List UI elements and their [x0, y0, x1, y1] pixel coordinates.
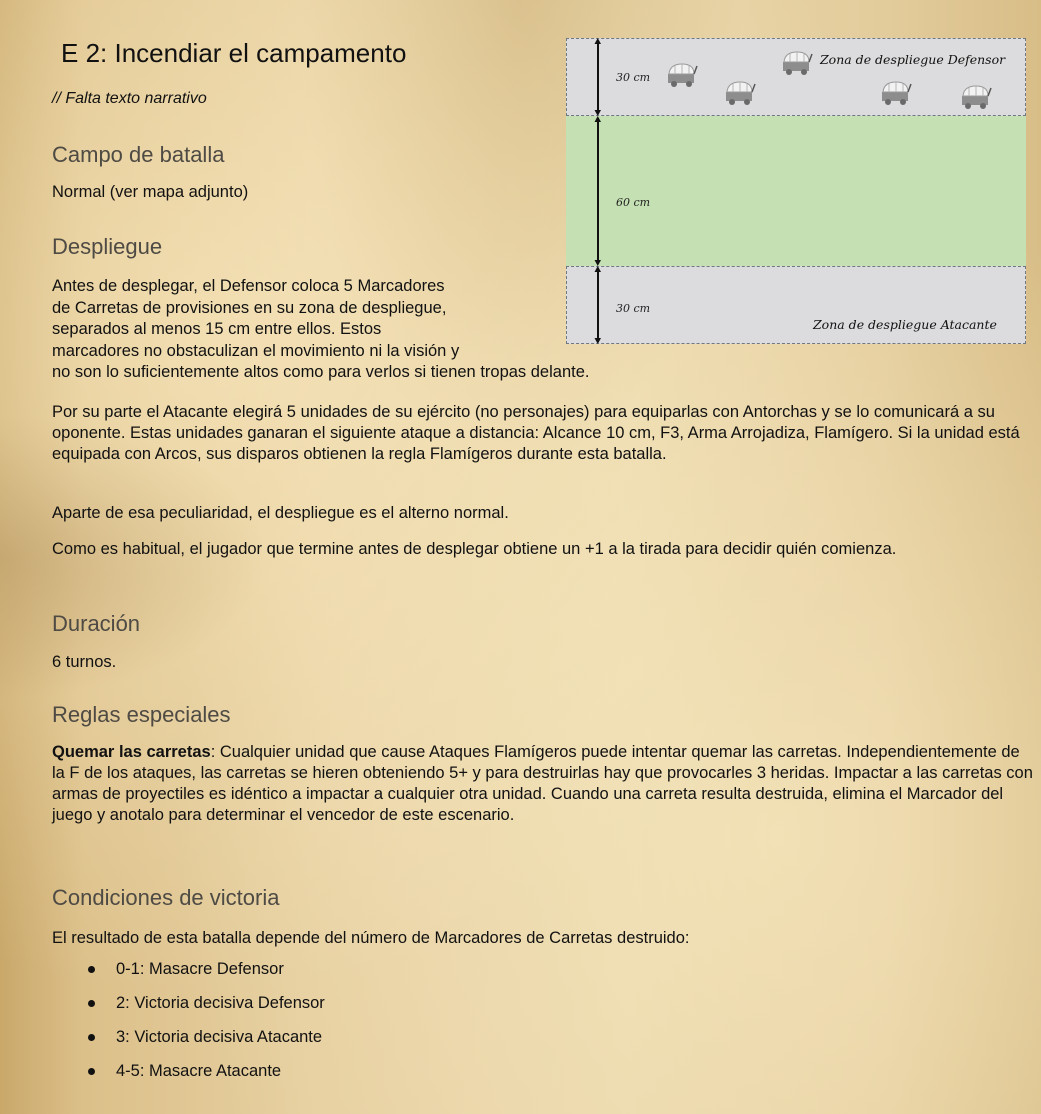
list-item: [86, 1026, 325, 1060]
narrative-note: // Falta texto narrativo: [52, 90, 207, 107]
list-item: [86, 958, 325, 992]
bullet-icon: [88, 1068, 95, 1075]
bullet-icon: [88, 1034, 95, 1041]
text-line: de Carretas de provisiones en su zona de despliegue,: [52, 298, 447, 317]
section-heading-duration: Duración: [52, 611, 141, 636]
wagon-marker-icon: [960, 84, 992, 110]
special-rule-name: Quemar las carretas: [52, 743, 211, 761]
section-heading-victory: Condiciones de victoria: [52, 885, 280, 910]
mid-depth-label: 60 cm: [616, 196, 651, 209]
list-item: [86, 992, 325, 1026]
text-line: Antes de desplegar, el Defensor coloca 5 Marcadores: [52, 277, 445, 295]
section-heading-deployment: Despliegue: [52, 234, 163, 259]
victory-intro: El resultado de esta batalla depende del número de Marcadores de Carretas destruido:: [52, 929, 690, 947]
list-item-text: 4-5: Masacre Atacante: [116, 1062, 282, 1080]
wagon-marker-icon: [880, 80, 912, 106]
bottom-depth-label: 30 cm: [616, 302, 651, 315]
text-line: separados al menos 15 cm entre ellos. Estos: [52, 320, 382, 338]
wagon-marker-icon: [724, 80, 756, 106]
list-item-text: 3: Victoria decisiva Atacante: [116, 1028, 323, 1046]
list-item-text: 2: Victoria decisiva Defensor: [116, 994, 325, 1012]
deployment-paragraph-4: Como es habitual, el jugador que termine antes de desplegar obtiene un +1 a la tirada para decidir quién comienza.: [52, 540, 897, 558]
deployment-paragraph-2: Por su parte el Atacante elegirá 5 unidades de su ejército (no personajes) para equiparlas con Antorchas y se lo comunicará a su oponente. Estas unidades ganaran el siguiente ataque a distancia: Alcance 10 cm, F3, Arma Arrojadiza, Flamígero. Si la unidad está equipada con Arcos, sus disparos obtienen la regla Flamígeros durante esta batalla.: [52, 403, 1020, 463]
bullet-icon: [88, 1000, 95, 1007]
deployment-paragraph-1: [52, 276, 589, 384]
deployment-paragraph-3: Aparte de esa peculiaridad, el despliegue es el alterno normal.: [52, 504, 509, 522]
wagon-marker-icon: [781, 50, 813, 76]
wagon-marker-icon: [666, 62, 698, 88]
attacker-zone-label: Zona de despliegue Atacante: [813, 317, 997, 332]
defender-zone-label: Zona de despliegue Defensor: [820, 52, 1006, 67]
text-line: marcadores no obstaculizan el movimiento ni la visión y: [52, 341, 460, 360]
page-title: E 2: Incendiar el campamento: [61, 38, 407, 68]
battlefield-text: Normal (ver mapa adjunto): [52, 183, 249, 201]
bullet-icon: [88, 966, 95, 973]
top-depth-label: 30 cm: [616, 71, 651, 84]
list-item: [86, 1060, 325, 1094]
list-item-text: 0-1: Masacre Defensor: [116, 960, 284, 978]
deployment-map: [566, 38, 1028, 344]
special-rule-text: : Cualquier unidad que cause Ataques Flamígeros puede intentar quemar las carretas. Independientemente de la F de los ataques, las carretas se hieren obteniendo 5+ y para destruirlas hay que provocarles 3 heridas. Impactar a las carretas con armas de proyectiles es idéntico a impactar a cualquier otra unidad. Cuando una carreta resulta destruida, elimina el Marcador del juego y anotalo para determinar el vencedor de este escenario.: [52, 743, 1033, 824]
special-rule-paragraph: [52, 742, 1037, 826]
section-heading-special-rules: Reglas especiales: [52, 702, 231, 727]
duration-text: 6 turnos.: [52, 653, 117, 671]
victory-conditions-list: [86, 958, 325, 1094]
section-heading-battlefield: Campo de batalla: [52, 142, 225, 167]
text-line: no son lo suficientemente altos como para verlos si tienen tropas delante.: [52, 363, 590, 381]
